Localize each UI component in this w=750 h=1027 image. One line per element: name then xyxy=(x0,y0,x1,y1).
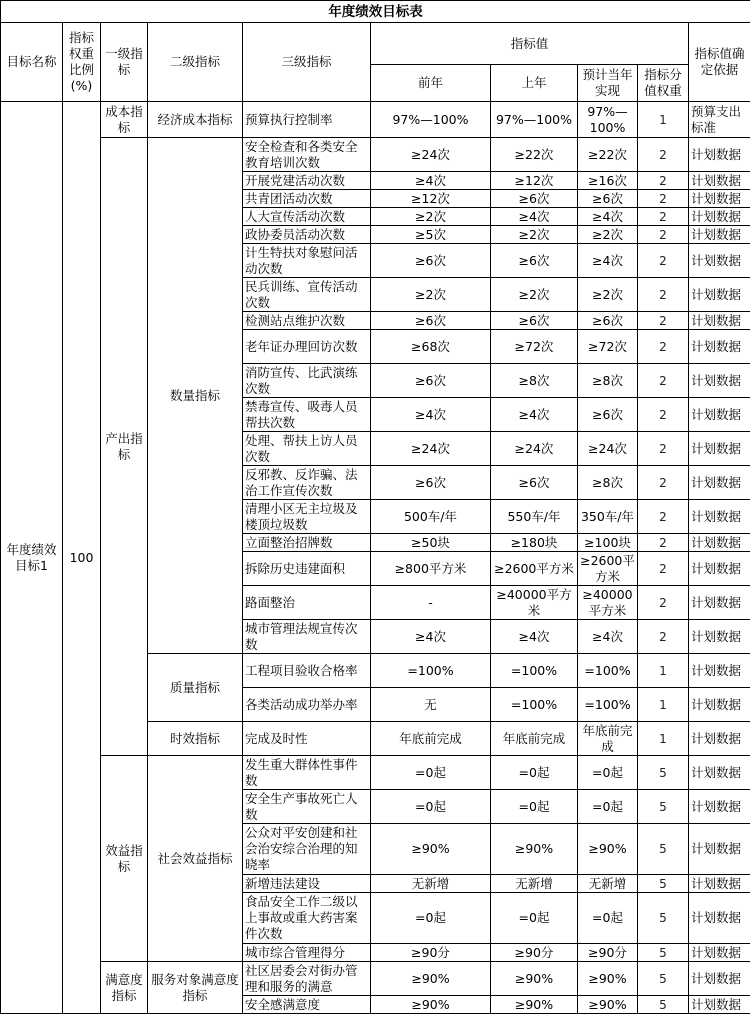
value-basis: 计划数据 xyxy=(689,944,750,962)
value-last-year: ≥2600平方米 xyxy=(491,552,578,586)
value-this-year: ≥16次 xyxy=(578,172,638,190)
header-last-year: 上年 xyxy=(491,65,578,102)
value-basis: 计划数据 xyxy=(689,138,750,172)
header-this-year: 预计当年实现 xyxy=(578,65,638,102)
value-last-year: ≥90% xyxy=(491,962,578,996)
indicator-name: 安全生产事故死亡人数 xyxy=(243,790,371,824)
goal-name: 年度绩效目标1 xyxy=(1,102,63,1014)
score-weight: 5 xyxy=(638,875,689,893)
value-this-year: 350车/年 xyxy=(578,500,638,534)
value-basis: 计划数据 xyxy=(689,190,750,208)
value-basis: 计划数据 xyxy=(689,996,750,1014)
value-last-year: ≥6次 xyxy=(491,466,578,500)
value-last-year: ≥90分 xyxy=(491,944,578,962)
value-basis: 计划数据 xyxy=(689,278,750,312)
indicator-name: 处理、帮扶上访人员次数 xyxy=(243,432,371,466)
score-weight: 5 xyxy=(638,996,689,1014)
value-last-year: ≥40000平方米 xyxy=(491,586,578,620)
score-weight: 5 xyxy=(638,944,689,962)
value-basis: 计划数据 xyxy=(689,962,750,996)
value-prev-year: ≥800平方米 xyxy=(371,552,491,586)
value-this-year: ≥22次 xyxy=(578,138,638,172)
value-prev-year: =0起 xyxy=(371,893,491,944)
value-last-year: =100% xyxy=(491,654,578,688)
value-basis: 预算支出标准 xyxy=(689,102,750,138)
level2-service: 服务对象满意度指标 xyxy=(148,962,243,1014)
score-weight: 1 xyxy=(638,688,689,722)
level2-timeliness: 时效指标 xyxy=(148,722,243,756)
value-basis: 计划数据 xyxy=(689,875,750,893)
score-weight: 5 xyxy=(638,824,689,875)
score-weight: 2 xyxy=(638,138,689,172)
indicator-name: 食品安全工作二级以上事故或重大药害案件次数 xyxy=(243,893,371,944)
value-prev-year: ≥68次 xyxy=(371,330,491,364)
header-level2: 二级指标 xyxy=(148,23,243,102)
value-basis: 计划数据 xyxy=(689,312,750,330)
value-basis: 计划数据 xyxy=(689,226,750,244)
value-basis: 计划数据 xyxy=(689,500,750,534)
value-basis: 计划数据 xyxy=(689,790,750,824)
value-last-year: ≥24次 xyxy=(491,432,578,466)
value-prev-year: ≥6次 xyxy=(371,244,491,278)
score-weight: 2 xyxy=(638,432,689,466)
header-basis: 指标值确定依据 xyxy=(689,23,750,102)
score-weight: 1 xyxy=(638,722,689,756)
value-prev-year: ≥4次 xyxy=(371,620,491,654)
score-weight: 2 xyxy=(638,586,689,620)
header-goal-name: 目标名称 xyxy=(1,23,63,102)
score-weight: 5 xyxy=(638,962,689,996)
value-prev-year: ≥90分 xyxy=(371,944,491,962)
table-row xyxy=(1,962,750,996)
indicator-name: 城市综合管理得分 xyxy=(243,944,371,962)
value-basis: 计划数据 xyxy=(689,824,750,875)
value-this-year: ≥90分 xyxy=(578,944,638,962)
indicator-name: 路面整治 xyxy=(243,586,371,620)
indicator-name: 工程项目验收合格率 xyxy=(243,654,371,688)
value-prev-year: ≥90% xyxy=(371,824,491,875)
score-weight: 5 xyxy=(638,790,689,824)
score-weight: 2 xyxy=(638,190,689,208)
value-basis: 计划数据 xyxy=(689,398,750,432)
value-last-year: ≥12次 xyxy=(491,172,578,190)
value-last-year: ≥90% xyxy=(491,824,578,875)
level1-output: 产出指标 xyxy=(101,138,148,756)
indicator-name: 城市管理法规宣传次数 xyxy=(243,620,371,654)
indicator-name: 完成及时性 xyxy=(243,722,371,756)
value-basis: 计划数据 xyxy=(689,620,750,654)
value-prev-year: ≥5次 xyxy=(371,226,491,244)
value-basis: 计划数据 xyxy=(689,893,750,944)
header-weight: 指标权重比例(%) xyxy=(63,23,101,102)
indicator-name: 拆除历史违建面积 xyxy=(243,552,371,586)
value-this-year: =100% xyxy=(578,688,638,722)
value-this-year: ≥4次 xyxy=(578,208,638,226)
value-prev-year: 无 xyxy=(371,688,491,722)
header-level1: 一级指标 xyxy=(101,23,148,102)
value-prev-year: =0起 xyxy=(371,756,491,790)
value-prev-year: ≥24次 xyxy=(371,138,491,172)
value-basis: 计划数据 xyxy=(689,586,750,620)
indicator-name: 禁毒宣传、吸毒人员帮扶次数 xyxy=(243,398,371,432)
value-last-year: =0起 xyxy=(491,790,578,824)
score-weight: 2 xyxy=(638,244,689,278)
value-prev-year: - xyxy=(371,586,491,620)
value-this-year: 97%—100% xyxy=(578,102,638,138)
indicator-name: 社区居委会对街办管理和服务的满意 xyxy=(243,962,371,996)
value-this-year: =0起 xyxy=(578,756,638,790)
value-this-year: ≥4次 xyxy=(578,244,638,278)
indicator-name: 政协委员活动次数 xyxy=(243,226,371,244)
value-last-year: ≥2次 xyxy=(491,226,578,244)
value-prev-year: 500车/年 xyxy=(371,500,491,534)
value-last-year: ≥4次 xyxy=(491,398,578,432)
value-this-year: ≥4次 xyxy=(578,620,638,654)
value-prev-year: ≥12次 xyxy=(371,190,491,208)
indicator-name: 开展党建活动次数 xyxy=(243,172,371,190)
value-basis: 计划数据 xyxy=(689,534,750,552)
indicator-name: 反邪教、反诈骗、法治工作宣传次数 xyxy=(243,466,371,500)
score-weight: 2 xyxy=(638,226,689,244)
value-last-year: ≥8次 xyxy=(491,364,578,398)
value-prev-year: ≥4次 xyxy=(371,398,491,432)
value-basis: 计划数据 xyxy=(689,330,750,364)
value-this-year: ≥2次 xyxy=(578,226,638,244)
indicator-name: 清理小区无主垃圾及楼顶垃圾数 xyxy=(243,500,371,534)
value-this-year: ≥100块 xyxy=(578,534,638,552)
value-prev-year: ≥2次 xyxy=(371,208,491,226)
value-prev-year: 97%—100% xyxy=(371,102,491,138)
value-this-year: =0起 xyxy=(578,893,638,944)
value-this-year: ≥90% xyxy=(578,824,638,875)
indicator-name: 安全感满意度 xyxy=(243,996,371,1014)
level2-quantity: 数量指标 xyxy=(148,138,243,654)
value-prev-year: 年底前完成 xyxy=(371,722,491,756)
value-last-year: ≥72次 xyxy=(491,330,578,364)
score-weight: 2 xyxy=(638,208,689,226)
score-weight: 2 xyxy=(638,466,689,500)
indicator-name: 计生特扶对象慰问活动次数 xyxy=(243,244,371,278)
value-this-year: =100% xyxy=(578,654,638,688)
table-title: 年度绩效目标表 xyxy=(1,1,750,23)
value-last-year: ≥4次 xyxy=(491,620,578,654)
level2-quality: 质量指标 xyxy=(148,654,243,722)
value-this-year: 年底前完成 xyxy=(578,722,638,756)
score-weight: 5 xyxy=(638,893,689,944)
value-prev-year: ≥90% xyxy=(371,962,491,996)
value-basis: 计划数据 xyxy=(689,208,750,226)
value-prev-year: ≥6次 xyxy=(371,364,491,398)
value-basis: 计划数据 xyxy=(689,654,750,688)
value-last-year: 无新增 xyxy=(491,875,578,893)
value-prev-year: ≥6次 xyxy=(371,466,491,500)
indicator-name: 安全检查和各类安全教育培训次数 xyxy=(243,138,371,172)
value-last-year: ≥6次 xyxy=(491,190,578,208)
indicator-name: 人大宣传活动次数 xyxy=(243,208,371,226)
score-weight: 2 xyxy=(638,534,689,552)
indicator-name: 预算执行控制率 xyxy=(243,102,371,138)
value-prev-year: 无新增 xyxy=(371,875,491,893)
value-last-year: ≥2次 xyxy=(491,278,578,312)
level1-benefit: 效益指标 xyxy=(101,756,148,962)
value-this-year: ≥8次 xyxy=(578,364,638,398)
indicator-name: 各类活动成功举办率 xyxy=(243,688,371,722)
value-last-year: =0起 xyxy=(491,756,578,790)
value-this-year: ≥90% xyxy=(578,962,638,996)
value-prev-year: ≥2次 xyxy=(371,278,491,312)
value-prev-year: ≥50块 xyxy=(371,534,491,552)
level2-social: 社会效益指标 xyxy=(148,756,243,962)
value-prev-year: ≥6次 xyxy=(371,312,491,330)
table-row xyxy=(1,102,750,138)
value-last-year: =0起 xyxy=(491,893,578,944)
score-weight: 5 xyxy=(638,756,689,790)
indicator-name: 共青团活动次数 xyxy=(243,190,371,208)
score-weight: 2 xyxy=(638,500,689,534)
header-prev-year: 前年 xyxy=(371,65,491,102)
indicator-name: 公众对平安创建和社会治安综合治理的知晓率 xyxy=(243,824,371,875)
table-row xyxy=(1,138,750,172)
level1-cost: 成本指标 xyxy=(101,102,148,138)
value-last-year: ≥180块 xyxy=(491,534,578,552)
value-last-year: ≥6次 xyxy=(491,244,578,278)
value-this-year: ≥90% xyxy=(578,996,638,1014)
value-basis: 计划数据 xyxy=(689,756,750,790)
score-weight: 2 xyxy=(638,278,689,312)
value-prev-year: =100% xyxy=(371,654,491,688)
score-weight: 2 xyxy=(638,172,689,190)
value-prev-year: ≥24次 xyxy=(371,432,491,466)
value-prev-year: ≥4次 xyxy=(371,172,491,190)
value-this-year: ≥6次 xyxy=(578,398,638,432)
indicator-name: 民兵训练、宣传活动次数 xyxy=(243,278,371,312)
value-basis: 计划数据 xyxy=(689,552,750,586)
score-weight: 2 xyxy=(638,330,689,364)
value-last-year: ≥4次 xyxy=(491,208,578,226)
value-last-year: ≥90% xyxy=(491,996,578,1014)
level1-satisfaction: 满意度指标 xyxy=(101,962,148,1014)
header-score-weight: 指标分值权重 xyxy=(638,65,689,102)
header-level3: 三级指标 xyxy=(243,23,371,102)
score-weight: 1 xyxy=(638,102,689,138)
value-basis: 计划数据 xyxy=(689,364,750,398)
score-weight: 2 xyxy=(638,620,689,654)
value-last-year: 550车/年 xyxy=(491,500,578,534)
value-this-year: ≥2600平方米 xyxy=(578,552,638,586)
value-this-year: ≥6次 xyxy=(578,312,638,330)
indicator-name: 新增违法建设 xyxy=(243,875,371,893)
score-weight: 2 xyxy=(638,364,689,398)
value-prev-year: =0起 xyxy=(371,790,491,824)
value-basis: 计划数据 xyxy=(689,466,750,500)
value-this-year: =0起 xyxy=(578,790,638,824)
indicator-name: 消防宣传、比武演练次数 xyxy=(243,364,371,398)
level2-econ-cost: 经济成本指标 xyxy=(148,102,243,138)
score-weight: 2 xyxy=(638,398,689,432)
value-this-year: ≥24次 xyxy=(578,432,638,466)
value-this-year: ≥2次 xyxy=(578,278,638,312)
value-basis: 计划数据 xyxy=(689,688,750,722)
value-last-year: ≥6次 xyxy=(491,312,578,330)
value-this-year: ≥8次 xyxy=(578,466,638,500)
value-last-year: ≥22次 xyxy=(491,138,578,172)
value-last-year: 97%—100% xyxy=(491,102,578,138)
value-this-year: ≥6次 xyxy=(578,190,638,208)
value-basis: 计划数据 xyxy=(689,172,750,190)
value-basis: 计划数据 xyxy=(689,244,750,278)
value-this-year: 无新增 xyxy=(578,875,638,893)
indicator-name: 老年证办理回访次数 xyxy=(243,330,371,364)
indicator-name: 发生重大群体性事件数 xyxy=(243,756,371,790)
score-weight: 1 xyxy=(638,654,689,688)
indicator-name: 检测站点维护次数 xyxy=(243,312,371,330)
value-this-year: ≥72次 xyxy=(578,330,638,364)
indicator-name: 立面整治招牌数 xyxy=(243,534,371,552)
score-weight: 2 xyxy=(638,312,689,330)
value-prev-year: ≥90% xyxy=(371,996,491,1014)
score-weight: 2 xyxy=(638,552,689,586)
table-row xyxy=(1,756,750,790)
value-this-year: ≥40000平方米 xyxy=(578,586,638,620)
value-basis: 计划数据 xyxy=(689,722,750,756)
header-value: 指标值 xyxy=(371,23,689,65)
value-last-year: =100% xyxy=(491,688,578,722)
value-last-year: 年底前完成 xyxy=(491,722,578,756)
goal-weight: 100 xyxy=(63,102,101,1014)
value-basis: 计划数据 xyxy=(689,432,750,466)
